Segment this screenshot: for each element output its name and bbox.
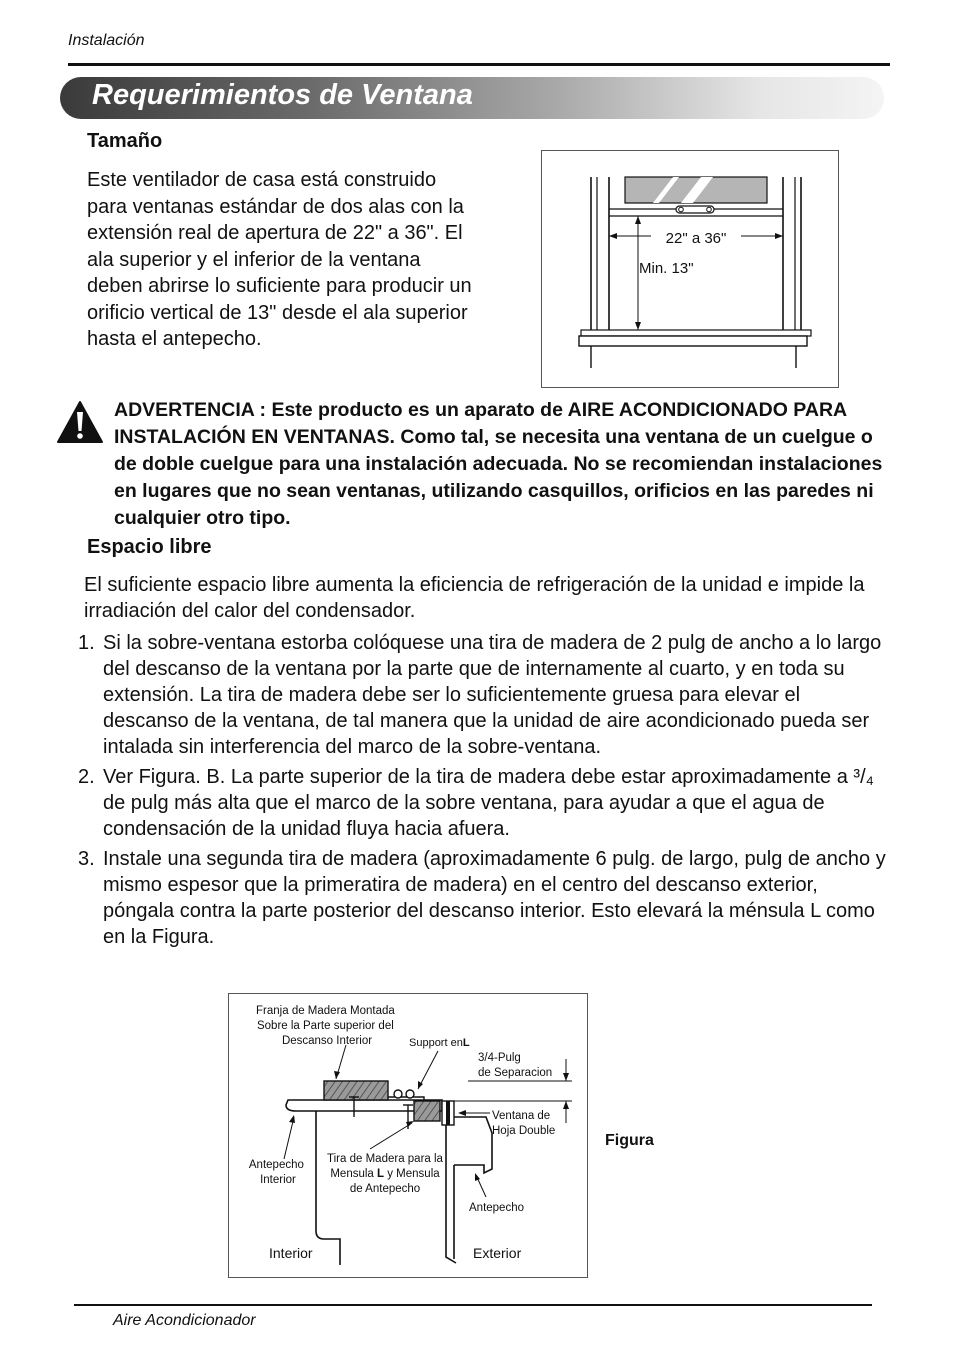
step-number: 3.: [78, 848, 95, 870]
size-heading: Tamaño: [87, 130, 163, 152]
strip-top-label-line-2: Sobre la Parte superior del: [256, 1020, 394, 1032]
step-text: Si la sobre-ventana estorba colóquese una tira de madera de 2 pulg de ancho a lo largo del descanso de la ventana por la parte que de internamente al cuarto, y en toda su extensión. La tira de madera debe ser lo suficientemente gruesa para elevar el descanso de la ventana, de tal manera que la unidad de aire acondicionado pueda ser intalada sin interferencia del marco de la sobre-ventana.: [103, 632, 882, 758]
exterior-label: Exterior: [473, 1245, 522, 1261]
clearance-heading: Espacio libre: [87, 536, 212, 558]
list-item: [78, 846, 888, 950]
warning-triangle-icon: [56, 400, 104, 444]
inner-sill-label-line-1: Antepecho: [248, 1159, 304, 1171]
bracket-strip-label-line-2b: L: [377, 1168, 385, 1180]
inner-sill-label-line-2: Interior: [260, 1174, 296, 1186]
step-text: Instale una segunda tira de madera (aproximadamente 6 pulg. de largo, pulg de ancho y mismo espesor que la primeratira de madera) en el centro del descanso exterior, póngala contra la parte posterior del descanso interior. Esto elevará la ménsula L como en la Figura.: [103, 848, 886, 948]
svg-text:Tira de Madera para la: [327, 1153, 444, 1165]
gap-label-line-1: 3/4-Pulg: [478, 1052, 521, 1064]
support-label: Support en: [409, 1037, 463, 1049]
footer-rule: [74, 1304, 872, 1306]
width-dimension-label: 22" a 36": [665, 230, 727, 247]
sill-cross-section-figure: [228, 993, 588, 1278]
footer-title: Aire Acondicionador: [113, 1312, 256, 1329]
list-item: [78, 764, 888, 842]
sash-label-line-1: Ventana de: [492, 1110, 551, 1122]
size-paragraph: Este ventilador de casa está construido para ventanas estándar de dos alas con la extensión real de apertura de 22" a 36". El ala superior y el inferior de la ventana deben abrirse lo suficiente para producir un orificio vertical de 13" desde el ala superior hasta el antepecho.: [87, 169, 472, 350]
header-rule: [68, 63, 890, 66]
height-dimension-label: Min. 13": [639, 260, 694, 277]
bracket-strip-label-line-2c: y Mensula: [384, 1168, 440, 1180]
figure-caption: Figura: [605, 1132, 654, 1149]
clearance-paragraph: El suficiente espacio libre aumenta la eficiencia de refrigeración de la unidad e impide la irradiación del calor del condensador.: [84, 574, 865, 622]
bracket-strip-label-line-1: Tira de Madera para la: [327, 1153, 443, 1165]
window-opening-figure: [541, 150, 839, 388]
strip-top-label-line-3: Descanso Interior: [281, 1035, 373, 1047]
support-label-bold: L: [462, 1037, 470, 1049]
step-number: 2.: [78, 766, 95, 788]
header-section-label: Instalación: [68, 32, 145, 49]
strip-top-label-line-1: Franja de Madera Montada: [256, 1005, 395, 1017]
list-item: [78, 630, 888, 760]
sash-label-line-2: Hoja Double: [492, 1125, 556, 1137]
bracket-strip-label-line-2a: Mensula: [330, 1168, 378, 1180]
step-text: Ver Figura. B. La parte superior de la tira de madera debe estar aproximadamente a ³/₄ de pulg más alta que el marco de la sobre ventana, para ayudar a que el agua de condensación de la unidad fluya hacia afuera.: [103, 766, 874, 840]
warning-text: ADVERTENCIA : Este producto es un aparato de AIRE ACONDICIONADO PARA INSTALACIÓN EN VENTANAS. Como tal, se necesita una ventana de un cuelgue o de doble cuelgue para una instalación adecuada. No se recomiendan instalaciones en lugares que no sean ventanas, utilizando casquillos, orificios en las paredes ni cualquier otro tipo.: [114, 399, 883, 529]
gap-label-line-2: de Separacion: [478, 1067, 553, 1079]
svg-text:Mensula L y Mensula: [330, 1168, 440, 1180]
bracket-strip-label-line-3: de Antepecho: [349, 1183, 421, 1195]
outer-sill-label: Antepecho: [469, 1202, 524, 1214]
interior-label: Interior: [269, 1245, 313, 1261]
page-title: Requerimientos de Ventana: [92, 79, 473, 111]
installation-steps: [78, 630, 888, 950]
svg-text:Support enL: [409, 1037, 470, 1049]
step-number: 1.: [78, 632, 95, 654]
